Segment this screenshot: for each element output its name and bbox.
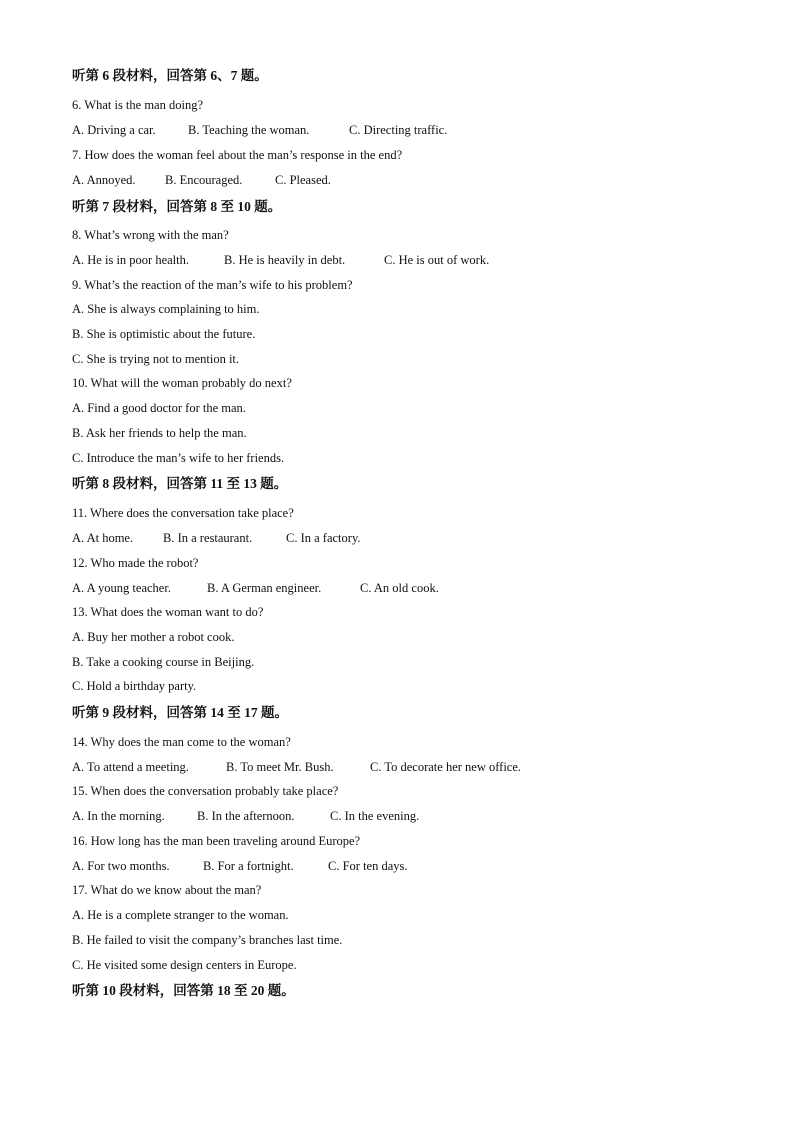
option: A. A young teacher. [72, 581, 171, 595]
option: A. She is always complaining to him. [72, 302, 260, 316]
option: C. Directing traffic. [349, 123, 448, 137]
option: B. In the afternoon. [197, 809, 295, 823]
options-row [72, 808, 419, 824]
question: 12. Who made the robot? [72, 556, 199, 570]
options-row [72, 252, 489, 268]
option: A. To attend a meeting. [72, 760, 189, 774]
option: C. To decorate her new office. [370, 760, 522, 774]
option: C. For ten days. [328, 859, 408, 873]
options-row [72, 172, 331, 188]
option: C. Pleased. [275, 173, 331, 187]
option: A. Find a good doctor for the man. [72, 401, 246, 415]
option: C. Hold a birthday party. [72, 679, 197, 693]
question: 11. Where does the conversation take place? [72, 506, 294, 520]
question: 8. What’s wrong with the man? [72, 228, 229, 242]
question: 15. When does the conversation probably take place? [72, 784, 339, 798]
options-row [72, 530, 361, 546]
option: B. She is optimistic about the future. [72, 327, 256, 341]
option: B. Take a cooking course in Beijing. [72, 655, 255, 669]
section-heading: 听第 10 段材料，回答第 18 至 20 题。 [72, 983, 295, 998]
option: A. Buy her mother a robot cook. [72, 630, 235, 644]
question: 14. Why does the man come to the woman? [72, 735, 291, 749]
options-row [72, 858, 408, 874]
section-heading: 听第 6 段材料，回答第 6、7 题。 [72, 68, 268, 83]
question: 7. How does the woman feel about the man’s response in the end? [72, 148, 403, 162]
option: B. Teaching the woman. [188, 123, 310, 137]
option: C. She is trying not to mention it. [72, 352, 240, 366]
option: B. Encouraged. [165, 173, 243, 187]
option: C. Introduce the man’s wife to her friends. [72, 451, 285, 465]
option: A. He is a complete stranger to the woman. [72, 908, 289, 922]
option: A. For two months. [72, 859, 170, 873]
option: C. He visited some design centers in Europe. [72, 958, 297, 972]
question: 9. What’s the reaction of the man’s wife to his problem? [72, 278, 353, 292]
option: C. In a factory. [286, 531, 361, 545]
option: C. He is out of work. [384, 253, 490, 267]
option: B. He is heavily in debt. [224, 253, 346, 267]
question: 6. What is the man doing? [72, 98, 203, 112]
option: C. In the evening. [330, 809, 420, 823]
option: A. Annoyed. [72, 173, 136, 187]
question: 13. What does the woman want to do? [72, 605, 264, 619]
option: B. He failed to visit the company’s branches last time. [72, 933, 343, 947]
option: A. In the morning. [72, 809, 165, 823]
section-heading: 听第 7 段材料，回答第 8 至 10 题。 [72, 199, 282, 214]
option: B. A German engineer. [207, 581, 322, 595]
options-row [72, 122, 447, 138]
option: A. Driving a car. [72, 123, 156, 137]
options-row [72, 580, 439, 596]
options-row [72, 759, 521, 775]
option: B. For a fortnight. [203, 859, 294, 873]
option: B. In a restaurant. [163, 531, 253, 545]
option: A. He is in poor health. [72, 253, 189, 267]
option: B. Ask her friends to help the man. [72, 426, 247, 440]
section-heading: 听第 9 段材料，回答第 14 至 17 题。 [72, 705, 288, 720]
option: C. An old cook. [360, 581, 439, 595]
option: B. To meet Mr. Bush. [226, 760, 334, 774]
option: A. At home. [72, 531, 134, 545]
section-heading: 听第 8 段材料，回答第 11 至 13 题。 [72, 476, 288, 491]
question: 10. What will the woman probably do next? [72, 376, 292, 390]
question: 17. What do we know about the man? [72, 883, 262, 897]
question: 16. How long has the man been traveling around Europe? [72, 834, 361, 848]
